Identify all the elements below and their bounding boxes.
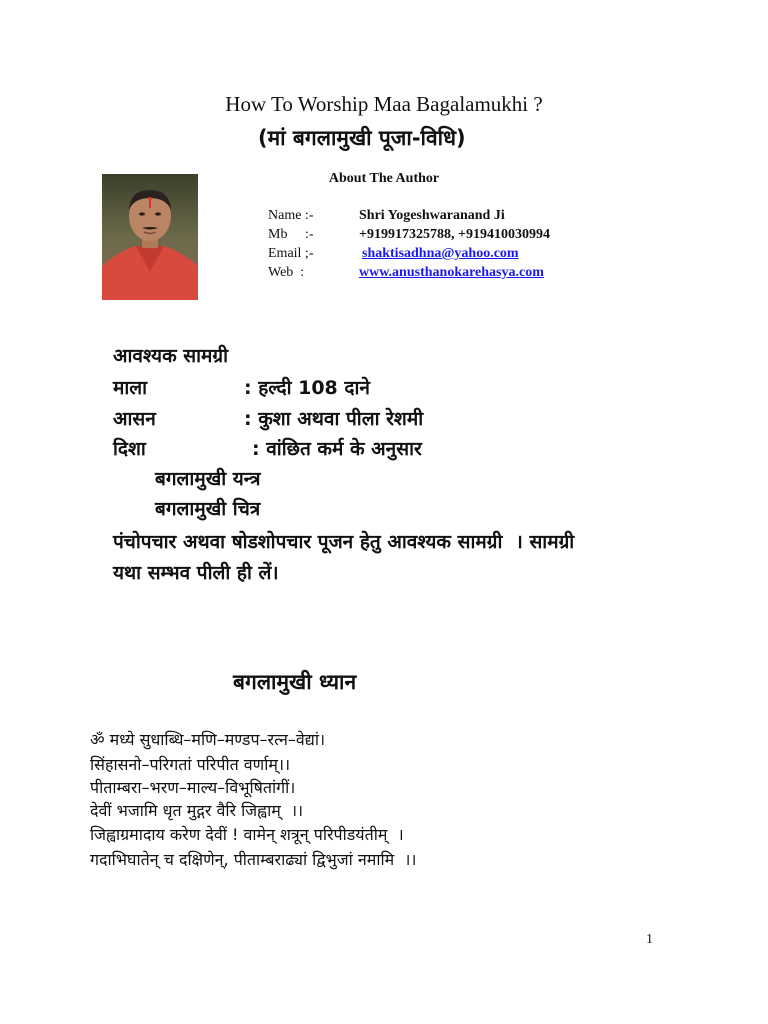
author-web-link[interactable]: www.anusthanokarehasya.com (359, 265, 544, 280)
author-photo (102, 174, 198, 300)
verse-line: ॐ मध्ये सुधाब्धि–मणि–मण्डप–रत्न–वेद्यां। (90, 730, 326, 749)
yantra-item: बगलामुखी यन्त्र (155, 468, 261, 490)
author-email-link[interactable]: shaktisadhna@yahoo.com (362, 246, 519, 261)
chitra-item: बगलामुखी चित्र (155, 498, 261, 520)
mala-label: माला (113, 377, 148, 399)
page-title: How To Worship Maa Bagalamukhi ? (225, 92, 543, 116)
verse-line: सिंहासनो–परिगतां परिपीत वर्णाम्।। (90, 755, 291, 774)
web-label: Web : (268, 265, 305, 280)
author-name: Shri Yogeshwaranand Ji (359, 208, 505, 223)
page-subtitle: (मां बगलामुखी पूजा-विधि) (258, 126, 466, 150)
requirements-line-2: यथा सम्भव पीली ही लें। (113, 562, 279, 584)
mala-value: : हल्दी 108 दाने (244, 377, 370, 399)
verse-line: पीताम्बरा–भरण–माल्य–विभूषितांगीं। (90, 778, 296, 797)
name-label: Name :- (268, 208, 314, 223)
mb-label: Mb :- (268, 227, 314, 242)
page-number: 1 (646, 932, 653, 947)
author-phone: +919917325788, +919410030994 (359, 227, 550, 242)
asan-value: : कुशा अथवा पीला रेशमी (244, 408, 424, 430)
disha-value: : वांछित कर्म के अनुसार (252, 438, 422, 460)
requirements-line-1: पंचोपचार अथवा षोडशोपचार पूजन हेतु आवश्यक सामग्री । सामग्री (113, 531, 575, 553)
email-label: Email ;- (268, 246, 314, 261)
asan-label: आसन (113, 408, 156, 430)
about-heading: About The Author (328, 171, 440, 186)
verse-line: गदाभिघातेन् च दक्षिणेन्, पीताम्बराढ्यां द्विभुजां नमामि ।। (90, 850, 417, 869)
requirements-heading: आवश्यक सामग्री (113, 345, 229, 367)
verse-line: जिह्वाग्रमादाय करेण देवीं ! वामेन् शत्रून् परिपीडयंतीम् । (90, 825, 404, 844)
verse-line: देवीं भजामि धृत मुद्गर वैरि जिह्वाम् ।। (90, 801, 304, 820)
dhyan-heading: बगलामुखी ध्यान (233, 670, 357, 694)
disha-label: दिशा (113, 438, 146, 460)
